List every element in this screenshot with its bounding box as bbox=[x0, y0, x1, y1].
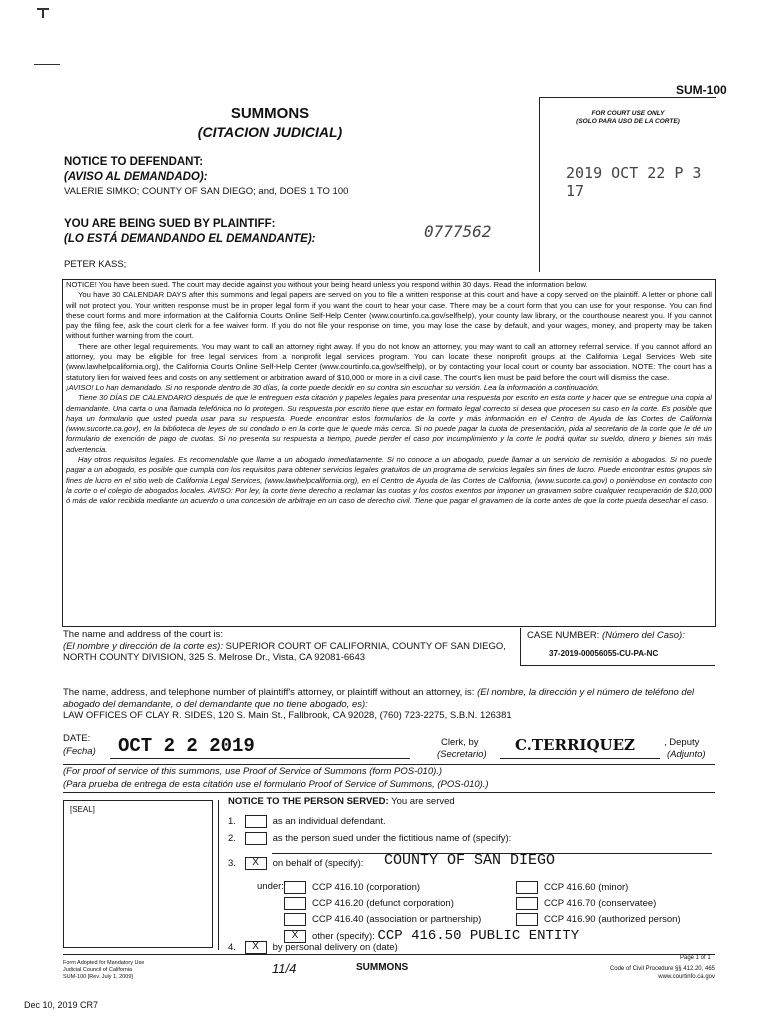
checkbox-ccp-416-10[interactable] bbox=[284, 881, 306, 894]
case-number-label-es: (Número del Caso): bbox=[601, 630, 685, 641]
attorney-label-es: (El nombre, la dirección y el número de teléfono del abogado del demandante, o del demandante que no tiene abogado, es): bbox=[63, 687, 695, 710]
served-item-2: 2. as the person sued under the fictitious name of (specify): bbox=[228, 833, 512, 845]
footer-title: SUMMONS bbox=[356, 962, 409, 973]
plaintiff-stamp-number: 0777562 bbox=[424, 222, 492, 241]
handwritten-date: 11/4 bbox=[272, 961, 297, 976]
court-use-box bbox=[539, 97, 716, 272]
defendant-label-es: (AVISO AL DEMANDADO): bbox=[64, 171, 208, 183]
proof-line: (For proof of service of this summons, use Proof of Service of Summons (form POS-010).) bbox=[63, 766, 443, 777]
case-number-label: CASE NUMBER: bbox=[527, 630, 600, 641]
other-value: CCP 416.50 PUBLIC ENTITY bbox=[377, 928, 580, 944]
court-use-label-es: (SOLO PARA USO DE LA CORTE) bbox=[576, 118, 680, 125]
case-number-value: 37-2019-00056055-CU-PA-NC bbox=[549, 649, 659, 658]
seal-box bbox=[63, 800, 213, 948]
checkbox-other[interactable]: X bbox=[284, 930, 306, 943]
served-item-4: 4. X by personal delivery on (date) bbox=[228, 941, 398, 954]
footer-stamp: Dec 10, 2019 CR7 bbox=[24, 1000, 99, 1010]
clerk-label: Clerk, by bbox=[441, 737, 479, 748]
notice-box bbox=[62, 279, 716, 627]
court-use-label: FOR COURT USE ONLY bbox=[591, 110, 665, 117]
ccp-left-list: CCP 416.10 (corporation) CCP 416.20 (defunct corporation) CCP 416.40 (association or partnership) X other (specify): CCP 416.50 PUBLIC ENTITY bbox=[284, 880, 579, 945]
plaintiff-value: PETER KASS; bbox=[64, 259, 127, 270]
seal-label: [SEAL] bbox=[70, 805, 95, 814]
checkbox-ccp-416-20[interactable] bbox=[284, 897, 306, 910]
notice-paragraph: You have 30 CALENDAR DAYS after this summons and legal papers are served on you to file a written response at this court and have a copy served on the plaintiff. A letter or phone call will not protect you. Your written response must be in proper legal form if you want the court to hear your case. There may be a court form that you can use for your response. You can find these court forms and more information at the California Courts Online Self-Help Center (www.courtinfo.ca.gov/selfhelp), your county law library, or the courthouse nearest you. If you cannot pay the filing fee, ask the court clerk for a fee waiver form. If you do not file your response on time, you may lose the case by default, and your wages, money, and property may be taken without further warning from the court. bbox=[66, 290, 712, 341]
notice-paragraph: There are other legal requirements. You may want to call an attorney right away. If you do not know an attorney, you may want to call an attorney referral service. If you cannot afford an attorney, you may be eligible for free legal services from a nonprofit legal services program. You can locate these nonprofit groups at the California Legal Services Web site (www.lawhelpcalifornia.org), the California Courts Online Self-Help Center (www.courtinfo.ca.gov/selfhelp), or by contacting your local court or county bar association. NOTE: The court has a statutory lien for waived fees and costs on any settlement or arbitration award of $10,000 or more in a civil case. The court's lien must be paid before the court will dismiss the case. bbox=[66, 341, 712, 382]
checkbox-ccp-416-90[interactable] bbox=[516, 913, 538, 926]
footer-form-info: Form Adopted for Mandatory Use Judicial Council of California SUM-100 [Rev. July 1, 2009] bbox=[63, 960, 145, 980]
checkbox-individual[interactable] bbox=[245, 815, 267, 828]
notice-paragraph: NOTICE! You have been sued. The court may decide against you without your being heard unless you respond within 30 days. Read the information below. bbox=[66, 280, 588, 289]
served-title: NOTICE TO THE PERSON SERVED: bbox=[228, 796, 389, 807]
attorney-value: LAW OFFICES OF CLAY R. SIDES, 120 S. Main St., Fallbrook, CA 92028, (760) 723-2275, S.B.N. 126381 bbox=[63, 710, 512, 721]
checkbox-ccp-416-40[interactable] bbox=[284, 913, 306, 926]
court-value: SUPERIOR COURT OF CALIFORNIA, COUNTY OF SAN DIEGO, NORTH COUNTY DIVISION, 325 S. Melrose Dr., Vista, CA 92081-6643 bbox=[63, 640, 506, 663]
notice-paragraph: Tiene 30 DÍAS DE CALENDARIO después de que le entreguen esta citación y papeles legales para presentar una respuesta por escrito en esta corte y hacer que se entregue una copia al demandante. Una carta o una llamada telefónica no lo protegen. Su respuesta por escrito tiene que estar en formato legal correcto si desea que procesen su caso en la corte. Es posible que haya un formulario que usted pueda usar para su respuesta. Puede encontrar estos formularios de la corte y más información en el Centro de Ayuda de las Cortes de California (www.sucorte.ca.gov), en la biblioteca de leyes de su condado o en la corte que le quede más cerca. Si no puede pagar la cuota de presentación, pida al secretario de la corte que le dé un formulario de exención de pago de cuotas. Si no presenta su respuesta a tiempo, puede perder el caso por incumplimiento y la corte le podrá quitar su sueldo, dinero y bienes sin más advertencia. bbox=[66, 393, 712, 454]
defendant-label: NOTICE TO DEFENDANT: bbox=[64, 156, 204, 168]
date-label: DATE: bbox=[63, 733, 91, 744]
checkbox-ccp-416-70[interactable] bbox=[516, 897, 538, 910]
defendant-value: VALERIE SIMKO; COUNTY OF SAN DIEGO; and, DOES 1 TO 100 bbox=[64, 186, 349, 197]
under-label: under: bbox=[257, 881, 284, 892]
form-code: SUM-100 bbox=[676, 83, 727, 97]
checkbox-personal-delivery[interactable]: X bbox=[245, 941, 267, 954]
clerk-label-es: (Secretario) bbox=[437, 749, 487, 760]
served-title-row bbox=[228, 796, 455, 808]
court-label-es: (El nombre y dirección de la corte es): bbox=[63, 640, 223, 652]
served-item-3: 3. X on behalf of (specify): bbox=[228, 857, 364, 870]
case-number-box bbox=[520, 628, 715, 666]
plaintiff-label: YOU ARE BEING SUED BY PLAINTIFF: bbox=[64, 218, 276, 230]
scan-mark bbox=[42, 8, 44, 18]
on-behalf-value: COUNTY OF SAN DIEGO bbox=[384, 852, 556, 869]
attorney-label: The name, address, and telephone number of plaintiff's attorney, or plaintiff without an attorney, is: bbox=[63, 687, 475, 698]
proof-line-es: (Para prueba de entrega de esta citatión use el formulario Proof of Service of Summons, (POS-010).) bbox=[63, 779, 489, 790]
checkbox-fictitious-name[interactable] bbox=[245, 832, 267, 845]
checkbox-on-behalf[interactable]: X bbox=[245, 857, 267, 870]
ccp-right-list: CCP 416.60 (minor) CCP 416.70 (conservatee) CCP 416.90 (authorized person) bbox=[516, 880, 681, 928]
notice-paragraph: Hay otros requisitos legales. Es recomendable que llame a un abogado inmediatamente. Si no conoce a un abogado, puede llamar a un servicio de remisión a abogados. Si no puede pagar a un abogado, es posible que cumpla con los requisitos para obtener servicios legales gratuitos de un programa de servicios legales sin fines de lucro. Puede encontrar estos grupos sin fines de lucro en el sitio web de California Legal Services, (www.lawhelpcalifornia.org), en el Centro de Ayuda de las Cortes de California, (www.sucorte.ca.gov) o poniéndose en contacto con la corte o el colegio de abogados locales. AVISO: Por ley, la corte tiene derecho a reclamar las cuotas y los costos exentos por imponer un gravamen sobre cualquier recuperación de $10,000 ó más de valor recibida mediante un acuerdo o una concesión de arbitraje en un caso de derecho civil. Tiene que pagar el gravamen de la corte antes de que la corte pueda desechar el caso. bbox=[66, 455, 712, 506]
footer-code: Code of Civil Procedure §§ 412.20, 465 www.courtinfo.ca.gov bbox=[609, 966, 715, 980]
attorney-section bbox=[63, 687, 715, 722]
page-subtitle: (CITACION JUDICIAL) bbox=[197, 124, 343, 140]
deputy-label: , Deputy bbox=[664, 737, 700, 748]
filed-stamp: 2019 OCT 22 P 3 17 bbox=[566, 164, 702, 200]
checkbox-ccp-416-60[interactable] bbox=[516, 881, 538, 894]
footer-page: Page 1 of 1 bbox=[680, 955, 711, 961]
served-title-rest: You are served bbox=[391, 796, 455, 807]
date-value: OCT 2 2 2019 bbox=[118, 735, 255, 757]
deputy-label-es: (Adjunto) bbox=[667, 749, 706, 760]
court-label: The name and address of the court is: bbox=[63, 629, 224, 640]
scan-mark bbox=[34, 64, 60, 65]
plaintiff-label-es: (LO ESTÁ DEMANDANDO EL DEMANDANTE): bbox=[64, 233, 316, 245]
date-label-es: (Fecha) bbox=[63, 746, 96, 757]
clerk-signature: C.TERRIQUEZ bbox=[515, 736, 635, 754]
served-item-1: 1. as an individual defendant. bbox=[228, 816, 386, 828]
notice-paragraph: ¡AVISO! Lo han demandado. Si no responde dentro de 30 días, la corte puede decidir en su contra sin escuchar su versión. Lea la información a continuación. bbox=[66, 382, 600, 392]
page-title: SUMMONS bbox=[230, 105, 310, 122]
court-section bbox=[63, 629, 513, 664]
